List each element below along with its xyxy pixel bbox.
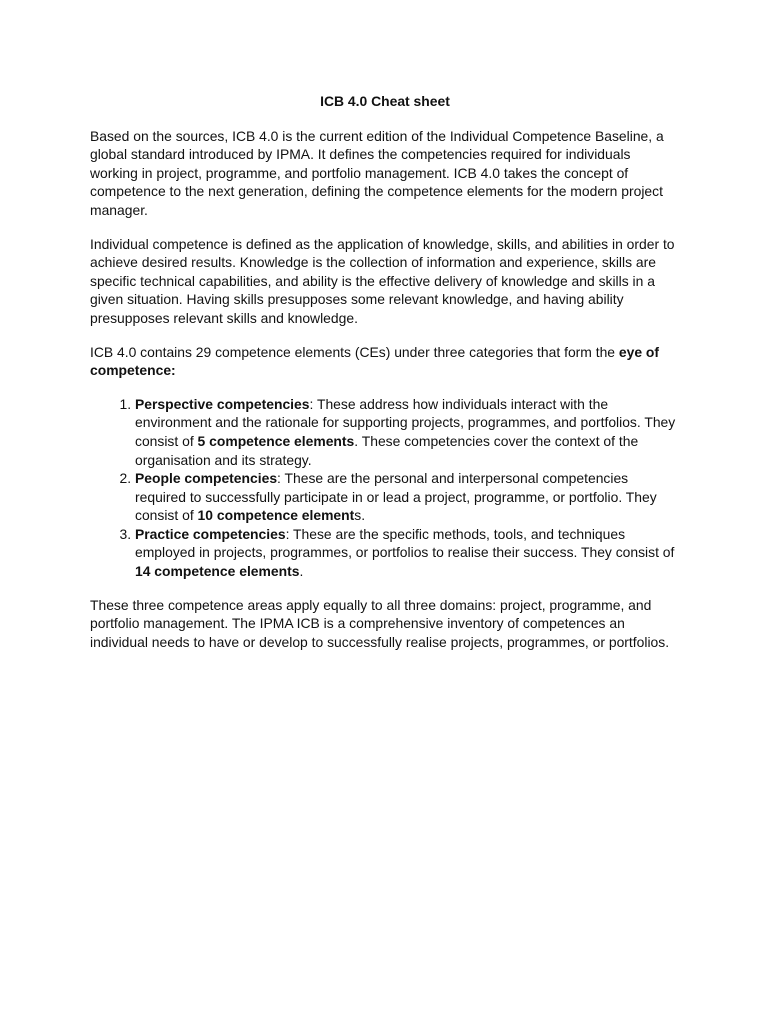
- list-item-people: [135, 469, 680, 525]
- list-item-count: 5 competence elements: [197, 432, 355, 449]
- paragraph-competence-elements-text: ICB 4.0 contains 29 competence elements (CEs) under three categories that form the: [90, 343, 619, 360]
- list-item-count: 14 competence elements: [135, 563, 300, 580]
- paragraph-individual-competence: Individual competence is defined as the application of knowledge, skills, and abilities in order to achieve desired results. Knowledge is the collection of information and experience, skills are specific technical capabilities, and ability is the effective delivery of knowledge and skills in a given situation. Having skills presupposes some relevant knowledge, and having ability presupposes relevant skills and knowledge.: [90, 235, 675, 326]
- document-page: [90, 92, 680, 666]
- eye-of-competence-bold: eye of competence:: [90, 343, 660, 379]
- list-item-count: 10 competence element: [197, 507, 355, 524]
- list-item-practice: [135, 525, 680, 581]
- list-item-title: People competencies: [135, 470, 278, 487]
- document-title: ICB 4.0 Cheat sheet: [320, 93, 450, 109]
- list-item-text-end: . These competencies cover the context of the organisation and its strategy.: [135, 432, 639, 468]
- list-item-text-end: s.: [354, 507, 366, 524]
- list-item-title: Practice competencies: [135, 525, 286, 542]
- list-item-text: : These address how individuals interact with the environment and the rationale for supporting projects, programmes, and portfolios. They consist of: [135, 395, 676, 449]
- paragraph-intro: Based on the sources, ICB 4.0 is the current edition of the Individual Competence Baseline, a global standard introduced by IPMA. It defines the competencies required for individuals working in project, programme, and portfolio management. ICB 4.0 takes the concept of competence to the next generation, defining the competence elements for the modern project manager.: [90, 127, 664, 218]
- competency-list: [90, 395, 680, 581]
- list-item-text: : These are the personal and interpersonal competencies required to successfully participate in or lead a project, programme, or portfolio. They consist of: [135, 470, 657, 524]
- paragraph-competence-elements: [90, 343, 680, 380]
- paragraph-conclusion: These three competence areas apply equally to all three domains: project, programme, and portfolio management. The IPMA ICB is a comprehensive inventory of competences an individual needs to have or develop to successfully realise projects, programmes, or portfolios.: [90, 596, 670, 650]
- list-item-title: Perspective competencies: [135, 395, 310, 412]
- list-item-perspective: [135, 395, 680, 469]
- list-item-text-end: .: [299, 563, 304, 580]
- list-item-text: : These are the specific methods, tools, and techniques employed in projects, programmes, or portfolios to realise their success. They consist of: [135, 525, 675, 561]
